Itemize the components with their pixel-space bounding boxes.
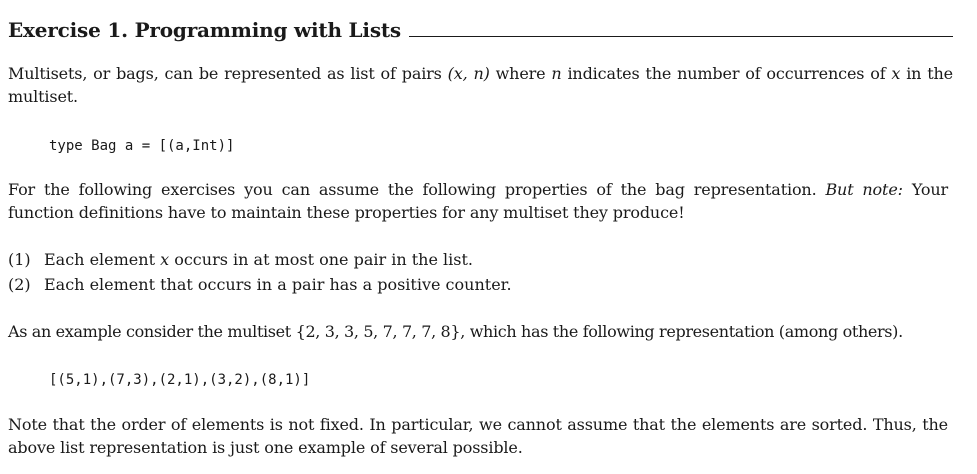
intro-paragraph bbox=[8, 62, 953, 108]
exercise-title: Exercise 1. Programming with Lists bbox=[8, 18, 401, 42]
example-paragraph bbox=[8, 320, 958, 343]
intro-var-x: x bbox=[891, 64, 901, 83]
intro-text-4: in the multiset. bbox=[8, 64, 953, 106]
property-item-1 bbox=[8, 249, 473, 271]
intro-pair: (x, n) bbox=[447, 64, 490, 83]
property-item-2 bbox=[8, 274, 512, 296]
assumptions-text-1: For the following exercises you can assume the following properties of the bag representation. bbox=[8, 180, 826, 199]
closing-paragraph: Note that the order of elements is not fixed. In particular, we cannot assume that the elements are sorted. Thus, the above list representation is just one example of several possible. bbox=[8, 415, 948, 457]
property-number: (2) bbox=[8, 275, 31, 294]
intro-text-2: where bbox=[489, 64, 552, 83]
intro-var-n: n bbox=[551, 64, 562, 83]
assumptions-text-2: Your function definitions have to maintain these properties for any multiset they produce! bbox=[8, 180, 948, 222]
intro-text-3: indicates the number of occurrences of bbox=[561, 64, 892, 83]
example-representation-code: [(5,1),(7,3),(2,1),(3,2),(8,1)] bbox=[49, 372, 311, 388]
property-number: (1) bbox=[8, 250, 31, 269]
property-text-2: occurs in at most one pair in the list. bbox=[169, 250, 473, 269]
example-multiset: {2, 3, 3, 5, 7, 7, 7, 8} bbox=[295, 322, 461, 341]
heading-rule bbox=[409, 36, 953, 37]
assumptions-note-label: But note: bbox=[825, 180, 903, 199]
exercise-page bbox=[8, 0, 958, 474]
property-text: Each element that occurs in a pair has a positive counter. bbox=[44, 275, 512, 294]
example-text-1: As an example consider the multiset bbox=[8, 322, 296, 341]
example-text-2: , which has the following representation (among others). bbox=[460, 322, 903, 341]
assumptions-paragraph bbox=[8, 178, 948, 224]
property-text-1: Each element bbox=[44, 250, 161, 269]
type-definition-code: type Bag a = [(a,Int)] bbox=[49, 138, 235, 154]
exercise-heading-row bbox=[8, 12, 953, 42]
property-var-x: x bbox=[160, 250, 170, 269]
intro-text-1: Multisets, or bags, can be represented as list of pairs bbox=[8, 64, 448, 83]
